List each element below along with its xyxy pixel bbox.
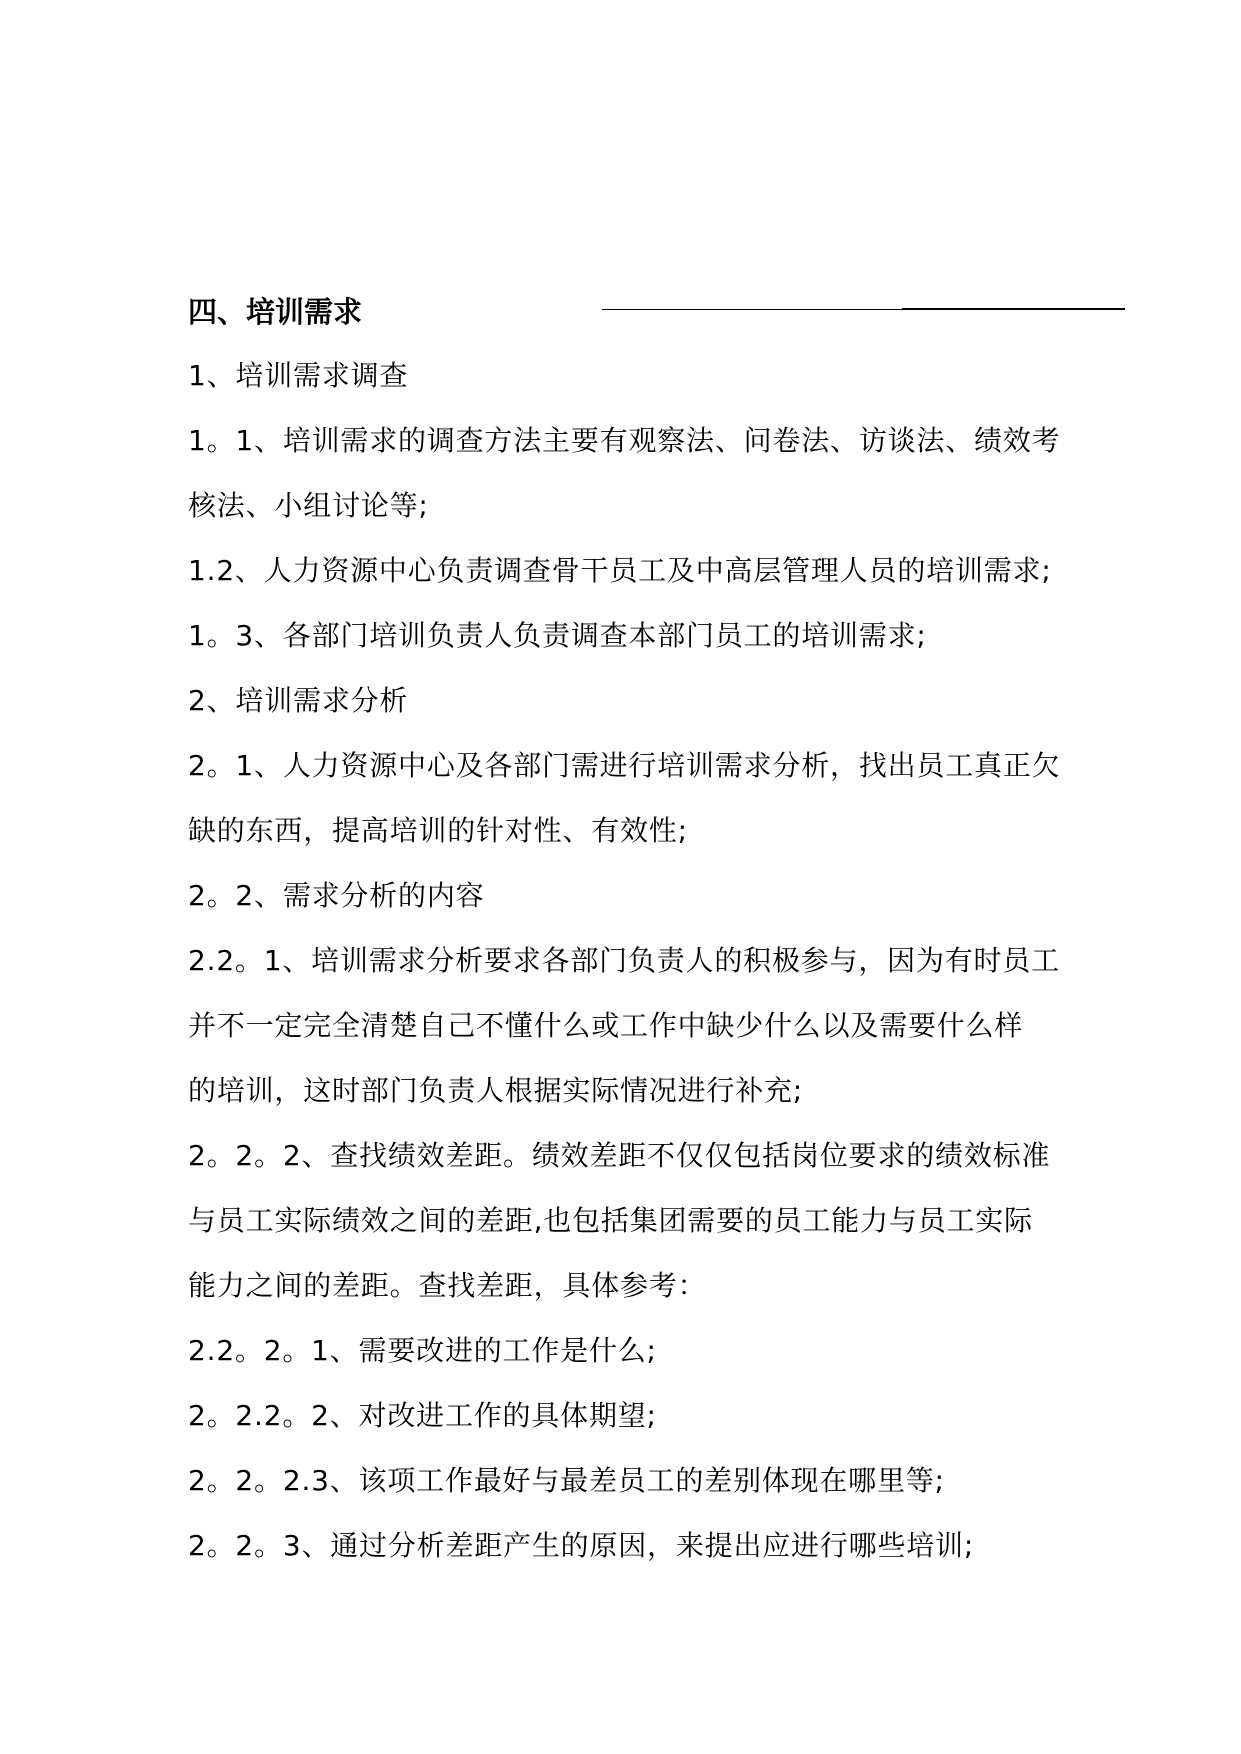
text-line: 缺的东西，提高培训的针对性、有效性; <box>188 814 688 847</box>
text-line: 核法、小组讨论等; <box>188 489 429 522</box>
text-line: 与员工实际绩效之间的差距,也包括集团需要的员工能力与员工实际 <box>188 1204 1033 1237</box>
section-heading: 四、培训需求 <box>188 295 363 329</box>
text-line: 2。2.2。2、对改进工作的具体期望; <box>188 1399 657 1432</box>
text-line: 1、培训需求调查 <box>188 359 409 392</box>
text-line: 1。1、培训需求的调查方法主要有观察法、问卷法、访谈法、绩效考 <box>188 424 1061 457</box>
text-line: 2。2。3、通过分析差距产生的原因，来提出应进行哪些培训; <box>188 1529 975 1562</box>
text-line: 的培训，这时部门负责人根据实际情况进行补充; <box>188 1074 804 1107</box>
text-line: 2.2。2。1、需要改进的工作是什么; <box>188 1334 657 1367</box>
body-text <box>188 356 1088 1591</box>
text-line: 2。2。2、查找绩效差距。绩效差距不仅仅包括岗位要求的绩效标准 <box>188 1139 1051 1172</box>
text-line: 能力之间的差距。查找差距，具体参考： <box>188 1269 707 1302</box>
text-line: 2。2、需求分析的内容 <box>188 879 485 912</box>
text-line: 2.2。1、培训需求分析要求各部门负责人的积极参与，因为有时员工 <box>188 944 1060 977</box>
text-line: 2、培训需求分析 <box>188 684 409 717</box>
text-line: 并不一定完全清楚自己不懂什么或工作中缺少什么以及需要什么样 <box>188 1009 1024 1042</box>
text-line: 1.2、人力资源中心负责调查骨干员工及中高层管理人员的培训需求; <box>188 554 1052 587</box>
text-line: 1。3、各部门培训负责人负责调查本部门员工的培训需求; <box>188 619 927 652</box>
heading-rule-thin <box>602 309 902 310</box>
text-line: 2。2。2.3、该项工作最好与最差员工的差别体现在哪里等; <box>188 1464 945 1497</box>
text-line: 2。1、人力资源中心及各部门需进行培训需求分析，找出员工真正欠 <box>188 749 1061 782</box>
heading-rule-thick <box>902 308 1125 310</box>
